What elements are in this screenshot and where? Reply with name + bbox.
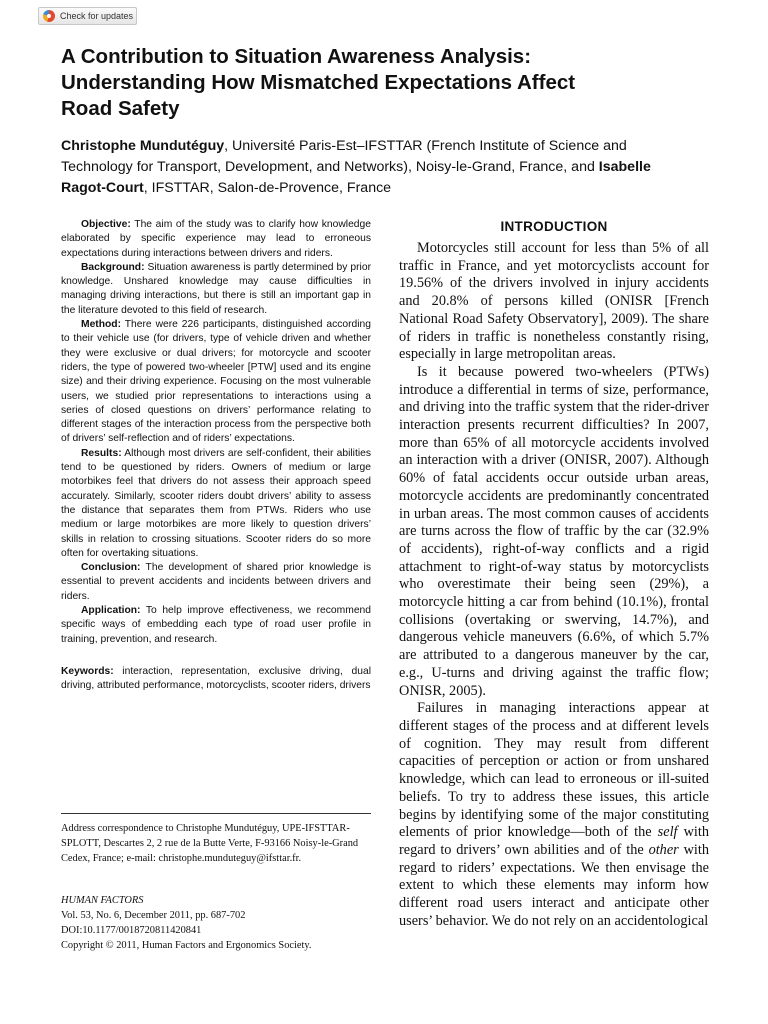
journal-copyright: Copyright © 2011, Human Factors and Ergonomics Society. — [61, 940, 312, 951]
abstract-results: Results: Although most drivers are self-confident, their abilities tend to be questioned by riders. Owners of medium or large motorbikes feel that drivers do not assess their approach speed accurately. Similarly, scooter riders doubt drivers’ ability to assess the distance that separates them from PTWs. Riders who use medium or large motorbikes are more likely to question drivers’ skills in relation to crossing situations. Scooter riders do so more often for overtaking situations. — [61, 447, 371, 559]
check-for-updates-button[interactable] — [38, 7, 137, 25]
journal-doi: DOI:10.1177/0018720811420841 — [61, 925, 202, 936]
footnote-divider — [61, 813, 371, 814]
intro-paragraph: Is it because powered two-wheelers (PTWs) introduce a differential in terms of size, performance, and driving into the traffic system that the rider-driver interaction presents recurrent difficulties? In 2007, more than 65% of all motorcycle accidents involved an interaction with a driver (ONISR, 2007). Although 60% of fatal accidents occur outside urban areas, motorcycle accidents are predominantly concentrated in urban areas. The most common causes of accidents are turns across the flow of traffic by the car (32.9% of accidents), right-of-way conflicts and a rigid attachment to right-of-way status by motorcyclists who overestimate their being seen (29%), a motorcycle hitting a car from behind (10.1%), frontal collisions (overtaking or swerving, 14.7%), and dangerous vehicle maneuvers (6.6%, of which 5.7% are attributed to a dangerous maneuver by the car, e.g., U-turns and driving against the traffic flow; ONISR, 2005). — [399, 363, 709, 699]
journal-info — [61, 893, 391, 953]
abstract-background: Background: Situation awareness is partly determined by prior knowledge. Unshared knowledge may cause difficulties in managing driving interactions, but there is still an important gap in the literature devoted to this field of research. — [61, 261, 371, 316]
abstract-application: Application: To help improve effectiveness, we recommend specific ways of embedding each type of road user profile in training, prevention, and research. — [61, 605, 371, 645]
introduction-heading: INTRODUCTION — [500, 219, 608, 234]
abstract-method: Method: There were 226 participants, distinguished according to their vehicle use (for drivers, type of vehicle driven and whether they were exclusive or dual drivers; for motorcycle and scooter riders, the type of powered two-wheeler [PTW] used and its engine size) and their driving experience. Focusing on the most vulnerable users, we studied prior representations to interactions using a series of closed questions on drivers’ performance relating to different stages of the interaction process from the perspective both of drivers’ self-reflection and of riders’ expectations. — [61, 319, 371, 445]
author-affiliation: , Université Paris-Est–IFSTTAR (French Institute of Science and Technology for Transport, Development, and Networks), Noisy-le-Grand, France, and — [61, 138, 627, 175]
author-block — [61, 136, 661, 199]
abstract — [61, 218, 371, 694]
article-title: A Contribution to Situation Awareness Analysis: Understanding How Mismatched Expectations Affect Road Safety — [61, 45, 576, 120]
journal-volume: Vol. 53, No. 6, December 2011, pp. 687-702 — [61, 910, 246, 921]
intro-paragraph: Failures in managing interactions appear at different stages of the process and at different levels of cognition. They may result from different capacities of perception or action or from unshared knowledge, which can lead to erroneous or ill-suited beliefs. To try to address these issues, this article begins by identifying some of the major constituting elements of prior knowledge—both of the self with regard to drivers’ own abilities and of the other with regard to riders’ expectations. We then envisage the extent to which these elements may inform how different road users interact and anticipate other users’ behavior. We do not rely on an accidentological — [399, 700, 710, 929]
keywords: Keywords: interaction, representation, exclusive driving, dual driving, attributed performance, motorcyclists, scooter riders, drivers — [61, 665, 371, 692]
author-affiliation: , IFSTTAR, Salon-de-Provence, France — [143, 180, 392, 196]
check-for-updates-label: Check for updates — [60, 11, 134, 21]
author-name: Christophe Mundutéguy — [61, 138, 225, 154]
introduction-body — [399, 240, 709, 930]
journal-name: HUMAN FACTORS — [61, 895, 144, 906]
abstract-conclusion: Conclusion: The development of shared prior knowledge is essential to prevent accidents and incidents between drivers and riders. — [61, 562, 371, 602]
abstract-objective: Objective: The aim of the study was to clarify how knowledge elaborated by specific experience may lead to erroneous expectations during interactions between drivers and riders. — [61, 219, 371, 259]
crossmark-icon — [43, 10, 55, 22]
correspondence-address: Address correspondence to Christophe Mundutéguy, UPE-IFSTTAR-SPLOTT, Descartes 2, 2 rue de la Butte Verte, F-93166 Noisy-le-Grand Cedex, France; e-mail: christophe.munduteguy@ifsttar.fr. — [61, 823, 359, 864]
author-name: Isabelle Ragot-Court — [61, 159, 651, 196]
intro-paragraph: Motorcycles still account for less than 5% of all traffic in France, and yet motorcyclists account for 19.56% of the drivers involved in injury accidents and 20.8% of persons killed (ONISR [French National Road Safety Observatory], 2009). The share of riders in traffic is nonetheless constantly rising, especially in large metropolitan areas. — [399, 240, 709, 363]
